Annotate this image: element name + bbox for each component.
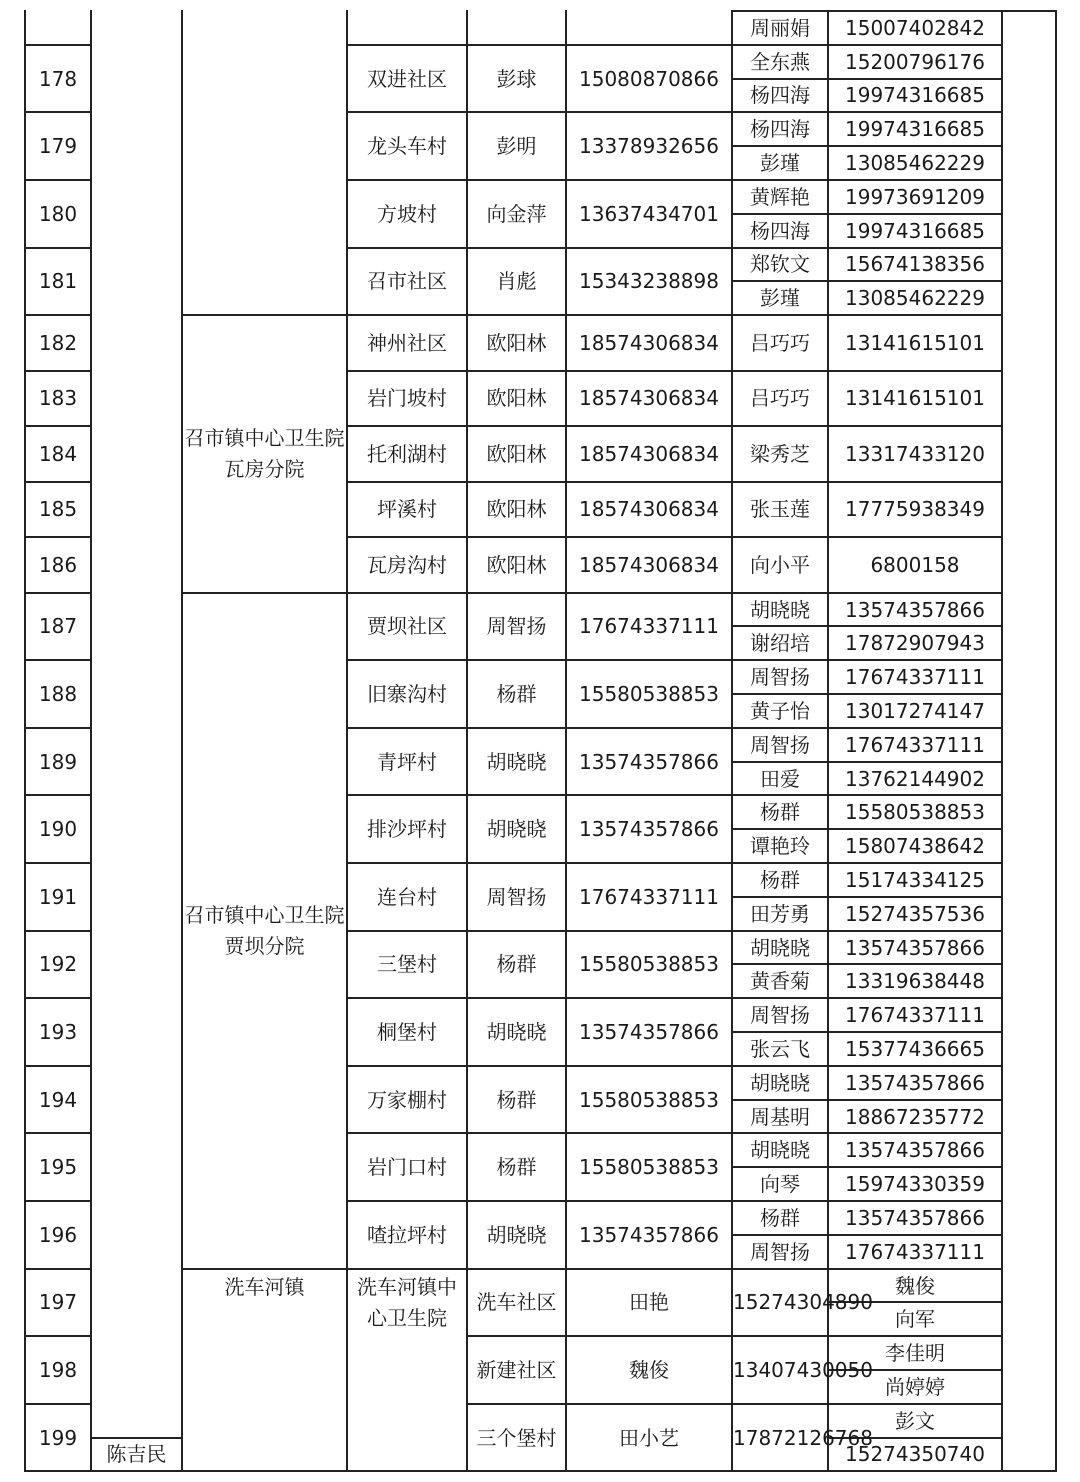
contact-name-cell: 胡晓晓 (732, 1066, 828, 1100)
tel-cell: 18574306834 (566, 315, 732, 371)
contact-phone-cell: 13762144902 (828, 762, 1002, 796)
contact-name-cell: 向小平 (732, 537, 828, 593)
contact-phone-cell: 17674337111 (828, 728, 1002, 762)
contact-name-cell: 胡晓晓 (732, 593, 828, 627)
contact-name-cell: 谭艳玲 (732, 829, 828, 863)
contact-name-cell: 田芳勇 (732, 897, 828, 931)
village-cell: 神州社区 (347, 315, 467, 371)
contact-name-cell: 张云飞 (732, 1032, 828, 1066)
contact-phone-cell: 13141615101 (828, 371, 1002, 427)
tel-cell: 15274304890 (732, 1269, 828, 1337)
contact-phone-cell: 15274350740 (828, 1438, 1002, 1472)
tel-cell: 13574357866 (566, 728, 732, 796)
village-cell: 青坪村 (347, 728, 467, 796)
town-cell: 洗车河镇 (182, 1269, 347, 1472)
contact-phone-cell: 19974316685 (828, 112, 1002, 146)
village-cell: 喳拉坪村 (347, 1201, 467, 1269)
village-cell: 方坡村 (347, 180, 467, 248)
contact-name-cell: 李佳明 (828, 1336, 1002, 1370)
row-number-cell: 198 (25, 1336, 91, 1404)
contact-phone-cell: 19973691209 (828, 180, 1002, 214)
row-number-cell: 179 (25, 112, 91, 180)
contact-name-cell: 向琴 (732, 1167, 828, 1201)
row-number-cell: 186 (25, 537, 91, 593)
contact-name-cell: 胡晓晓 (732, 931, 828, 965)
hospital-cell: 召市镇中心卫生院贾坝分院 (182, 593, 347, 1269)
row-number-cell: 191 (25, 863, 91, 931)
contact-name-cell: 杨四海 (732, 112, 828, 146)
person-cell (467, 11, 566, 45)
contact-phone-cell: 15674138356 (828, 248, 1002, 282)
village-cell: 岩门坡村 (347, 371, 467, 427)
contact-phone-cell: 13317433120 (828, 426, 1002, 482)
tel-cell: 15580538853 (566, 1133, 732, 1201)
contact-name-cell: 彭瑾 (732, 281, 828, 315)
tel-cell: 15580538853 (566, 660, 732, 728)
village-cell: 万家棚村 (347, 1066, 467, 1134)
person-cell: 欧阳林 (467, 315, 566, 371)
tel-cell: 15343238898 (566, 248, 732, 316)
contact-name-cell: 胡晓晓 (732, 1133, 828, 1167)
village-cell: 托利湖村 (347, 426, 467, 482)
person-cell: 胡晓晓 (467, 728, 566, 796)
person-cell: 周智扬 (467, 593, 566, 661)
row-number-cell (25, 11, 91, 45)
village-cell: 召市社区 (347, 248, 467, 316)
contact-name-cell: 全东燕 (732, 45, 828, 79)
person-cell: 杨群 (467, 1066, 566, 1134)
contact-phone-cell: 13085462229 (828, 146, 1002, 180)
contact-name-cell: 周基明 (732, 1100, 828, 1134)
tel-cell: 13574357866 (566, 795, 732, 863)
contact-name-cell: 周智扬 (732, 660, 828, 694)
contact-phone-cell: 13574357866 (828, 1133, 1002, 1167)
row-number-cell: 187 (25, 593, 91, 661)
person-cell: 欧阳林 (467, 426, 566, 482)
row-number-cell: 197 (25, 1269, 91, 1337)
contact-name-cell: 张玉莲 (732, 482, 828, 538)
tel-cell: 15580538853 (566, 1066, 732, 1134)
contact-name-cell: 杨四海 (732, 214, 828, 248)
village-cell: 三个堡村 (467, 1404, 566, 1472)
tel-cell (566, 11, 732, 45)
tel-cell: 18574306834 (566, 482, 732, 538)
contact-phone-cell: 15200796176 (828, 45, 1002, 79)
person-cell: 向金萍 (467, 180, 566, 248)
row-number-cell: 199 (25, 1404, 91, 1472)
tel-cell: 13378932656 (566, 112, 732, 180)
tel-cell: 13574357866 (566, 1201, 732, 1269)
contact-phone-cell: 19974316685 (828, 214, 1002, 248)
person-cell: 田小艺 (566, 1404, 732, 1472)
contact-phone-cell: 15377436665 (828, 1032, 1002, 1066)
contact-name-cell: 黄香菊 (732, 964, 828, 998)
contact-name-cell: 吕巧巧 (732, 315, 828, 371)
tel-cell: 13407430050 (732, 1336, 828, 1404)
contact-phone-cell: 17674337111 (828, 998, 1002, 1032)
contact-phone-cell: 6800158 (828, 537, 1002, 593)
hospital-cell: 召市镇中心卫生院瓦房分院 (182, 315, 347, 593)
table-body (25, 11, 1056, 1471)
tel-cell: 15080870866 (566, 45, 732, 113)
tel-cell: 17872126768 (732, 1404, 828, 1472)
contact-name-cell: 吕巧巧 (732, 371, 828, 427)
tel-cell: 17674337111 (566, 593, 732, 661)
village-cell (347, 11, 467, 45)
contact-phone-cell: 15580538853 (828, 795, 1002, 829)
row-number-cell: 194 (25, 1066, 91, 1134)
contact-name-cell: 尚婷婷 (828, 1370, 1002, 1404)
village-cell: 排沙坪村 (347, 795, 467, 863)
row-number-cell: 182 (25, 315, 91, 371)
person-cell: 胡晓晓 (467, 795, 566, 863)
contact-phone-cell: 13319638448 (828, 964, 1002, 998)
row-number-cell: 195 (25, 1133, 91, 1201)
tel-cell: 18574306834 (566, 426, 732, 482)
person-cell: 欧阳林 (467, 537, 566, 593)
village-cell: 瓦房沟村 (347, 537, 467, 593)
person-cell: 周智扬 (467, 863, 566, 931)
contact-phone-cell: 15974330359 (828, 1167, 1002, 1201)
contact-phone-cell: 13574357866 (828, 593, 1002, 627)
contact-phone-cell: 13017274147 (828, 694, 1002, 728)
contact-phone-cell: 17674337111 (828, 660, 1002, 694)
contact-phone-cell: 18867235772 (828, 1100, 1002, 1134)
village-cell: 新建社区 (467, 1336, 566, 1404)
village-cell: 三堡村 (347, 931, 467, 999)
contact-name-cell: 杨群 (732, 795, 828, 829)
tel-cell: 17674337111 (566, 863, 732, 931)
tel-cell: 18574306834 (566, 537, 732, 593)
contact-name-cell: 魏俊 (828, 1269, 1002, 1303)
person-cell: 杨群 (467, 931, 566, 999)
row-number-cell: 190 (25, 795, 91, 863)
person-cell: 欧阳林 (467, 371, 566, 427)
person-cell: 彭明 (467, 112, 566, 180)
village-cell: 坪溪村 (347, 482, 467, 538)
row-number-cell: 189 (25, 728, 91, 796)
row-number-cell: 185 (25, 482, 91, 538)
contact-name-cell: 黄辉艳 (732, 180, 828, 214)
contact-name-cell: 周智扬 (732, 728, 828, 762)
contact-phone-cell: 15807438642 (828, 829, 1002, 863)
tel-cell: 13637434701 (566, 180, 732, 248)
contact-name-cell: 彭瑾 (732, 146, 828, 180)
town-cell (91, 11, 182, 1438)
village-cell: 连台村 (347, 863, 467, 931)
contact-phone-cell: 17775938349 (828, 482, 1002, 538)
row-number-cell: 181 (25, 248, 91, 316)
contact-phone-cell: 15174334125 (828, 863, 1002, 897)
village-cell: 岩门口村 (347, 1133, 467, 1201)
contact-name-cell: 周丽娟 (732, 11, 828, 45)
contact-name-cell: 黄子怡 (732, 694, 828, 728)
blank-cell (1002, 11, 1056, 1471)
contact-phone-cell: 17872907943 (828, 626, 1002, 660)
row-number-cell: 192 (25, 931, 91, 999)
village-cell: 洗车社区 (467, 1269, 566, 1337)
contact-name-cell: 杨群 (732, 863, 828, 897)
person-cell: 胡晓晓 (467, 998, 566, 1066)
contact-name-cell: 田爱 (732, 762, 828, 796)
contact-phone-cell: 13574357866 (828, 1201, 1002, 1235)
person-cell: 肖彪 (467, 248, 566, 316)
person-cell: 田艳 (566, 1269, 732, 1337)
contact-name-cell: 郑钦文 (732, 248, 828, 282)
contact-name-cell: 周智扬 (732, 1235, 828, 1269)
person-cell: 彭球 (467, 45, 566, 113)
contact-name-cell: 谢绍培 (732, 626, 828, 660)
hospital-cell (182, 11, 347, 315)
contact-phone-cell: 13141615101 (828, 315, 1002, 371)
tel-cell: 13574357866 (566, 998, 732, 1066)
contact-name-cell: 杨群 (732, 1201, 828, 1235)
contact-phone-cell: 17674337111 (828, 1235, 1002, 1269)
contact-name-cell: 彭文 (828, 1404, 1002, 1438)
person-cell: 胡晓晓 (467, 1201, 566, 1269)
tel-cell: 15580538853 (566, 931, 732, 999)
contact-name-cell: 周智扬 (732, 998, 828, 1032)
contact-phone-cell: 13085462229 (828, 281, 1002, 315)
row-number-cell: 183 (25, 371, 91, 427)
contact-name-cell: 陈吉民 (91, 1438, 182, 1472)
row-number-cell: 188 (25, 660, 91, 728)
row-number-cell: 196 (25, 1201, 91, 1269)
person-cell: 杨群 (467, 660, 566, 728)
village-cell: 桐堡村 (347, 998, 467, 1066)
village-cell: 贾坝社区 (347, 593, 467, 661)
village-cell: 旧寨沟村 (347, 660, 467, 728)
contact-phone-cell: 13574357866 (828, 1066, 1002, 1100)
contact-name-cell: 梁秀芝 (732, 426, 828, 482)
contact-phone-cell: 15274357536 (828, 897, 1002, 931)
tel-cell: 18574306834 (566, 371, 732, 427)
contact-name-cell: 杨四海 (732, 79, 828, 113)
person-cell: 杨群 (467, 1133, 566, 1201)
contact-phone-cell: 19974316685 (828, 79, 1002, 113)
person-cell: 欧阳林 (467, 482, 566, 538)
contact-table (24, 10, 1057, 1472)
contact-phone-cell: 15007402842 (828, 11, 1002, 45)
village-cell: 龙头车村 (347, 112, 467, 180)
person-cell: 魏俊 (566, 1336, 732, 1404)
row-number-cell: 180 (25, 180, 91, 248)
contact-name-cell: 向军 (828, 1302, 1002, 1336)
row-number-cell: 178 (25, 45, 91, 113)
row-number-cell: 184 (25, 426, 91, 482)
contact-phone-cell: 13574357866 (828, 931, 1002, 965)
village-cell: 双进社区 (347, 45, 467, 113)
row-number-cell: 193 (25, 998, 91, 1066)
table-row (25, 11, 1056, 45)
hospital-cell: 洗车河镇中心卫生院 (347, 1269, 467, 1472)
